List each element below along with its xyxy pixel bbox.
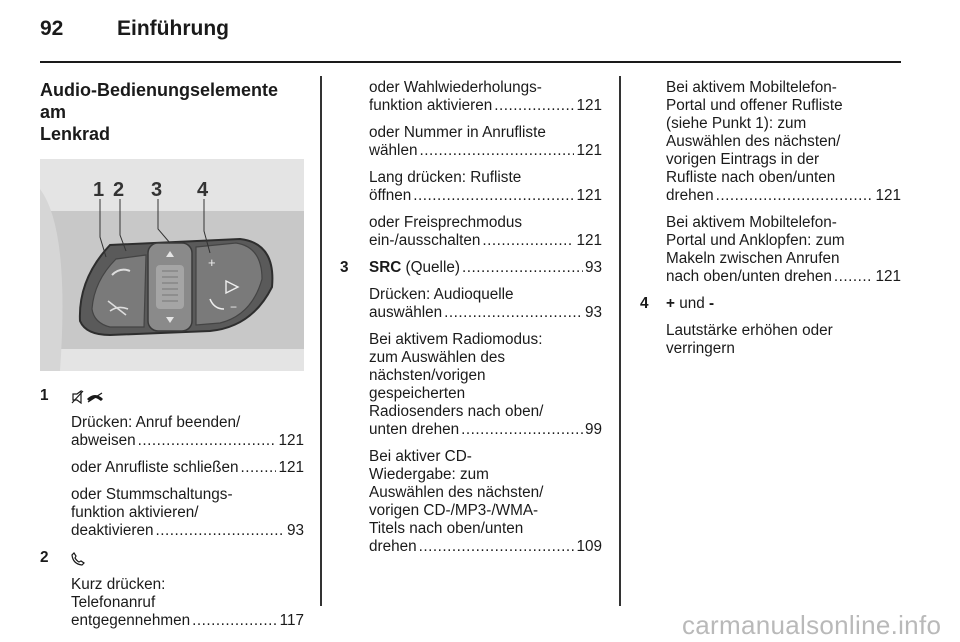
page-reference: 93 <box>584 304 602 321</box>
toc-entry: abweisen ..... 121 <box>71 432 304 450</box>
item-number: 3 <box>340 259 349 276</box>
page-reference: 121 <box>576 97 602 114</box>
toc-entry: funktion aktivieren ..... 121 <box>369 97 602 115</box>
toc-entry: drehen ..... 109 <box>369 538 602 556</box>
steering-wheel-illustration <box>40 159 304 371</box>
toc-entry: wählen ..... 121 <box>369 142 602 160</box>
svg-text:+: + <box>208 255 216 270</box>
page-reference: 99 <box>584 421 602 438</box>
item-number: 2 <box>40 549 49 566</box>
column-3: Bei aktivem Mobiltelefon- Portal und offener Rufliste (siehe Punkt 1): zum Auswählen des nächsten/ vorigen Eintrags in der Rufliste nach oben/unten drehen ..... 121 Bei aktivem Mobiltelefon- Portal und Anklopfen: zum Makeln zwischen Anrufen nach oben/unten drehen ..... 121 4 + und - Lautstärke erhöhen oder verringern <box>666 79 901 367</box>
page-reference: 121 <box>875 268 901 285</box>
src-keyword: SRC <box>369 259 402 276</box>
page-reference: 121 <box>576 142 602 159</box>
header-rule <box>40 61 901 63</box>
legend-item-4: 4 + und - Lautstärke erhöhen oder verringern <box>640 295 833 357</box>
toc-entry: nach oben/unten drehen ..... 121 <box>666 268 901 286</box>
toc-entry: deaktivieren ..... 93 <box>71 522 304 540</box>
page-reference: 121 <box>278 459 304 476</box>
page-reference: 121 <box>576 232 602 249</box>
watermark: carmanualsonline.info <box>682 610 942 640</box>
section-heading: Audio-Bedienungselemente am Lenkrad <box>40 80 279 144</box>
page-reference: 109 <box>576 538 602 555</box>
toc-entry: oder Anrufliste schließen ..... 121 <box>71 459 304 477</box>
legend-item-3: 3 SRC (Quelle) ..... 93 Drücken: Audioquelle auswählen ..... 93 Bei aktivem Radiomodus: zum Auswählen des nächsten/vorigen gespeicherten Radiosenders nach oben/ unten drehen ..... 99 Bei aktiver CD- Wiedergabe: zum Auswählen des nächsten/ vorigen CD-/MP3-/WMA- Titels nach oben/unten drehen ..... 109 <box>340 259 602 556</box>
toc-entry: drehen ..... 121 <box>666 187 901 205</box>
item-number: 4 <box>640 295 649 312</box>
plus-symbol: + <box>666 295 675 312</box>
page-reference: 121 <box>576 187 602 204</box>
toc-entry: SRC (Quelle) ..... 93 <box>369 259 602 277</box>
page-reference: 93 <box>584 259 602 276</box>
callout-2: 2 <box>113 179 125 201</box>
legend-item-1: 1 Drücken: Anruf beenden/ abweisen ..... 121 oder Anrufliste schließen ..... 121 oder Stummschaltungs- funktion aktivieren/ deaktivieren ..... 93 <box>40 387 304 540</box>
mute-hangup-icon <box>71 387 304 405</box>
page-title: Einführung <box>117 17 229 40</box>
page-reference: 117 <box>279 612 304 629</box>
toc-entry: ein-/ausschalten ..... 121 <box>369 232 602 250</box>
column-divider <box>619 76 621 606</box>
page-reference: 121 <box>278 432 304 449</box>
callout-4: 4 <box>197 179 209 201</box>
svg-text:−: − <box>230 300 238 314</box>
callout-3: 3 <box>151 179 163 201</box>
toc-entry: öffnen ..... 121 <box>369 187 602 205</box>
toc-entry: auswählen ..... 93 <box>369 304 602 322</box>
column-1 <box>40 79 304 639</box>
minus-symbol: - <box>708 295 715 312</box>
page-reference: 93 <box>286 522 304 539</box>
page-number: 92 <box>40 17 64 40</box>
toc-entry: entgegennehmen ..... 117 <box>71 612 304 630</box>
toc-entry: unten drehen ..... 99 <box>369 421 602 439</box>
callout-1: 1 <box>93 179 105 201</box>
column-divider <box>320 76 322 606</box>
phone-icon <box>71 549 304 567</box>
steering-wheel-controls-figure <box>40 159 304 371</box>
legend-item-2: 2 Kurz drücken: Telefonanruf entgegennehmen ..... 117 <box>40 549 304 630</box>
item-number: 1 <box>40 387 49 404</box>
page-reference: 121 <box>875 187 901 204</box>
column-2: oder Wahlwiederholungs- funktion aktivieren ..... 121 oder Nummer in Anrufliste wählen ..... 121 Lang drücken: Rufliste öffnen ..... 121 oder Freisprechmodus ein-/ausschalten ..... 121 3 SRC (Quelle) ..... 93 Drücken: Audioquelle auswählen ..... 93 Bei aktivem Radiomodus: zum Auswählen des nächsten/vorigen gespeicherten Radiosenders nach oben/ unten drehen ..... 99 Bei aktiver CD- Wiedergabe: zum Auswählen des nächsten/ vorigen CD-/MP3-/WMA- Titels nach oben/unten drehen ..... 109 <box>369 79 602 565</box>
